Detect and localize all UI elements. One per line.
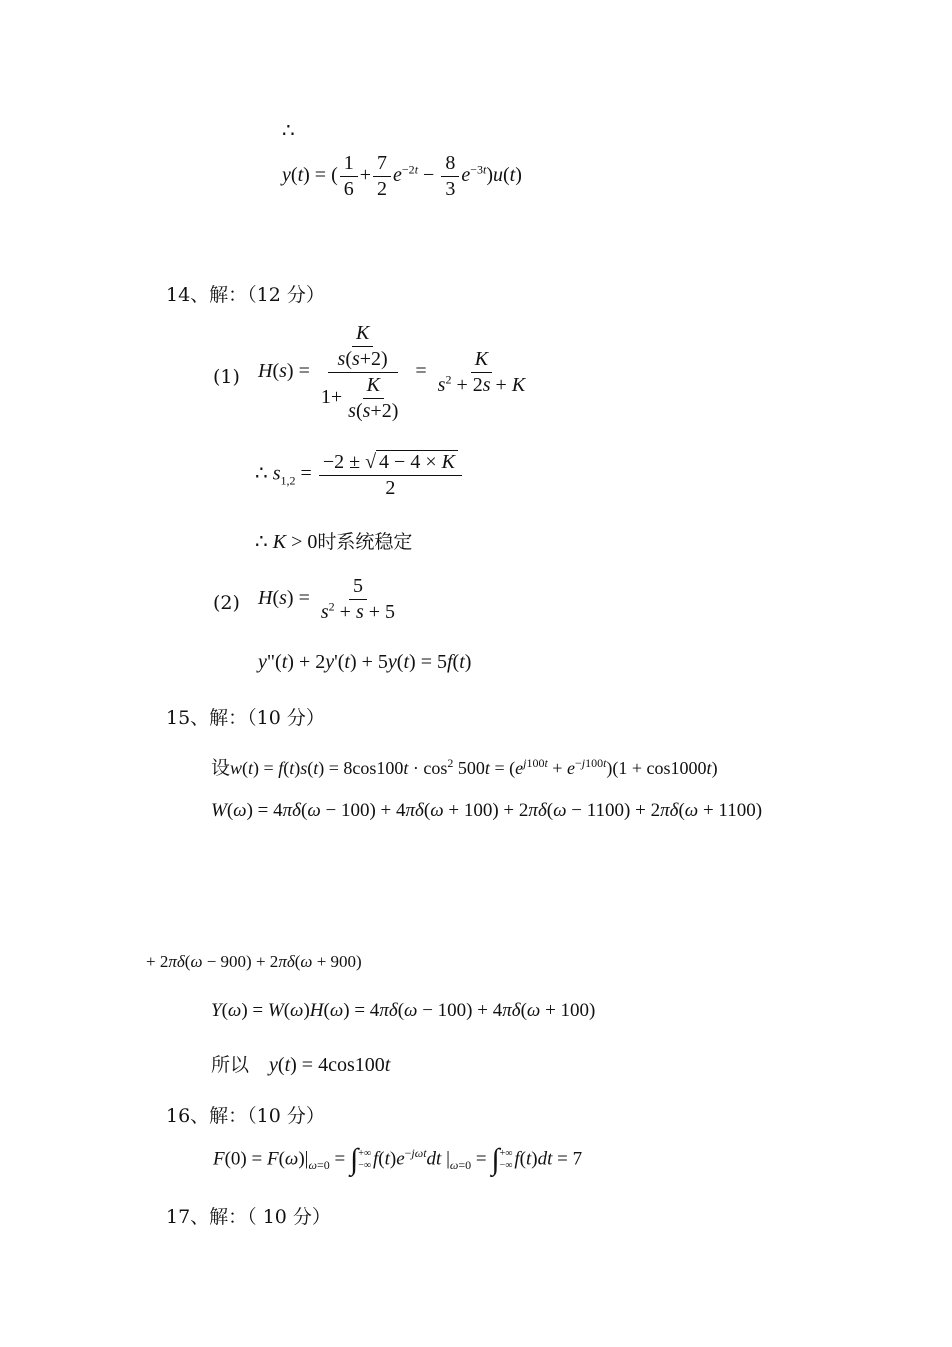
q14-transfer-function: H(s) = $\frac{K}{s(s+2)}$ 1+ $\frac{K}{s(s+2)}$ = $\frac{K}{s^2 + 2s + K}$ [258, 322, 526, 422]
q15-W-spectrum: W(ω) = 4πδ(ω − 100) + 4πδ(ω + 100) + 2πδ(ω − 1100) + 2πδ(ω + 1100) [211, 800, 763, 821]
q16-F-equation: $F(0) = F(\omega)|_{\omega=0}$ = ∫ +∞ −∞ $f(t)e^{-j\omega t}dt$ $|_{\omega=0}$ = ∫ +∞ −∞ f(t)dt = 7 [213, 1143, 583, 1176]
q16-heading: 16、解：（10 分） [166, 1105, 325, 1127]
q14-roots-equation: ∴ $s_{1,2}$ = $\frac{-2 \pm √ 4 - 4 \times K}{2}$ [255, 450, 464, 500]
q15-W-spectrum-continued: + 2πδ(ω − 900) + 2πδ(ω + 900) [146, 952, 362, 971]
q14-differential-equation: y"(t) + 2y'(t) + 5y(t) = 5f(t) [258, 651, 472, 673]
q15-output: 所以 y(t) = 4cos100t [211, 1054, 391, 1076]
stability-text: 时系统稳定 [317, 531, 413, 553]
q15-w-equation: 设$w(t) = f(t)s(t) = 8\cos 100t \cdot \cos^2 500t = (e^{j100t} + e^{-j100t})(1 + \cos 1000t)$ [211, 756, 718, 779]
let-text: 设 [211, 757, 231, 779]
q14-part1-label: (1) [213, 366, 240, 388]
q15-Y-spectrum: Y(ω) = W(ω)H(ω) = 4πδ(ω − 100) + 4πδ(ω + 100) [211, 1000, 596, 1021]
q14-part2-transfer-function: H(s) = $\frac{5}{s^2 + s + 5}$ [258, 575, 396, 623]
q14-heading: 14、解：（12 分） [166, 284, 325, 306]
q15-heading: 15、解：（10 分） [166, 707, 325, 729]
q14-stability-condition: ∴ K > 0时系统稳定 [255, 531, 413, 553]
q14-part2-label: (2) [213, 592, 240, 614]
therefore-symbol: ∴ [282, 120, 295, 142]
q17-heading: 17、解：（ 10 分） [166, 1206, 331, 1228]
q13-result-equation: y(t) = ( $\frac{1}{6}$ + $\frac{7}{2}$ $e^{-2t}$ − $\frac{8}{3}$ $e^{-3t})u(t)$ [282, 152, 522, 200]
so-text: 所以 [211, 1054, 250, 1076]
